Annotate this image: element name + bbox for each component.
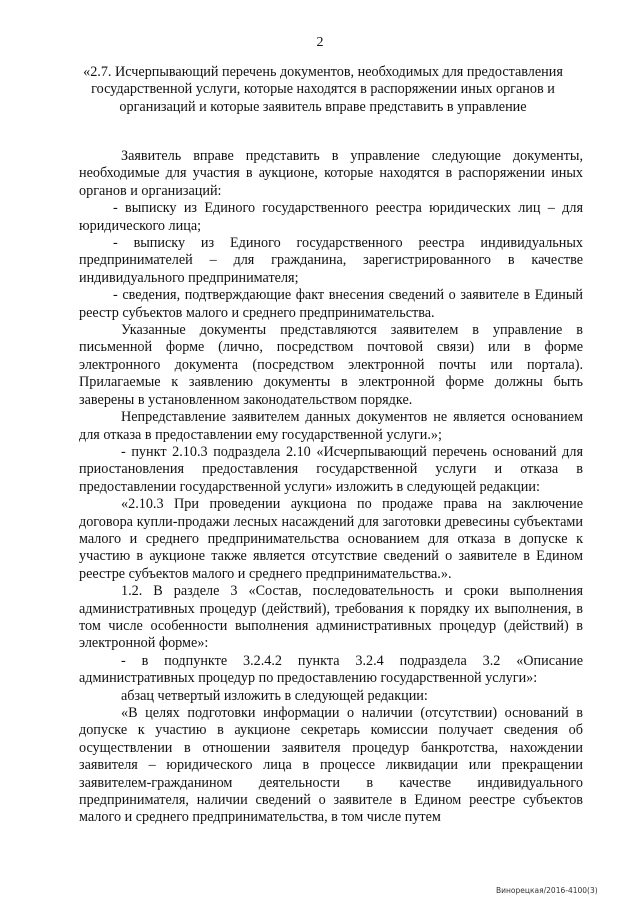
section-heading: «2.7. Исчерпывающий перечень документов, необходимых для предоставления государственной услуги, которые находятся в распоряжении иных органов и организаций и которые заявитель вправе представить в управление bbox=[83, 64, 563, 115]
paragraph: - пункт 2.10.3 подраздела 2.10 «Исчерпывающий перечень оснований для приостановления предоставления государственной услуги и отказа в предоставлении государственной услуги» изложить в следующей редакции: bbox=[79, 443, 583, 495]
paragraph: «2.10.3 При проведении аукциона по продаже права на заключение договора купли-продажи лесных насаждений для заготовки древесины субъектами малого и среднего предпринимательства основанием для отказа в допуске к участию в аукционе также является отсутствие сведений о заявителе в Едином реестре субъектов малого и среднего предпринимательства.». bbox=[79, 496, 583, 582]
paragraph: Непредставление заявителем данных документов не является основанием для отказа в предоставлении ему государственной услуги.»; bbox=[79, 409, 583, 443]
body-text bbox=[79, 148, 583, 827]
paragraph: - выписку из Единого государственного реестра индивидуальных предпринимателей – для гражданина, зарегистрированного в качестве индивидуального предпринимателя; bbox=[79, 235, 583, 286]
footer-reference: Винорецкая/2016-4100(3) bbox=[496, 886, 598, 895]
paragraph: Указанные документы представляются заявителем в управление в письменной форме (лично, посредством почтовой связи) или в форме электронного документа (посредством электронной почты или портала). Прилагаемые к заявлению документы в электронной форме должны быть заверены в установленном законодательством порядке. bbox=[79, 322, 583, 408]
page-number: 2 bbox=[316, 35, 324, 50]
paragraph: 1.2. В разделе 3 «Состав, последовательность и сроки выполнения административных процедур (действий), требования к порядку их выполнения, в том числе особенности выполнения административных процедур (действий) в электронной форме»: bbox=[79, 583, 583, 652]
paragraph: - сведения, подтверждающие факт внесения сведений о заявителе в Единый реестр субъектов малого и среднего предпринимательства. bbox=[79, 287, 583, 321]
paragraph: - выписку из Единого государственного реестра юридических лиц – для юридического лица; bbox=[79, 200, 583, 234]
paragraph: «В целях подготовки информации о наличии (отсутствии) оснований в допуске к участию в аукционе секретарь комиссии получает сведения об осуществлении в отношении заявителя процедур банкротства, нахождении заявителя – юридического лица в процессе ликвидации или прекращении заявителем-гражданином деятельности в качестве индивидуального предпринимателя, наличии сведений о заявителе в Едином реестре субъектов малого и среднего предпринимательства, в том числе путем bbox=[79, 705, 583, 826]
paragraph: абзац четвертый изложить в следующей редакции: bbox=[121, 687, 428, 704]
paragraph: Заявитель вправе представить в управление следующие документы, необходимые для участия в аукционе, которые находятся в распоряжении иных органов и организаций: bbox=[79, 148, 583, 199]
paragraph: - в подпункте 3.2.4.2 пункта 3.2.4 подраздела 3.2 «Описание административных процедур по предоставлению государственной услуги»: bbox=[79, 652, 583, 687]
